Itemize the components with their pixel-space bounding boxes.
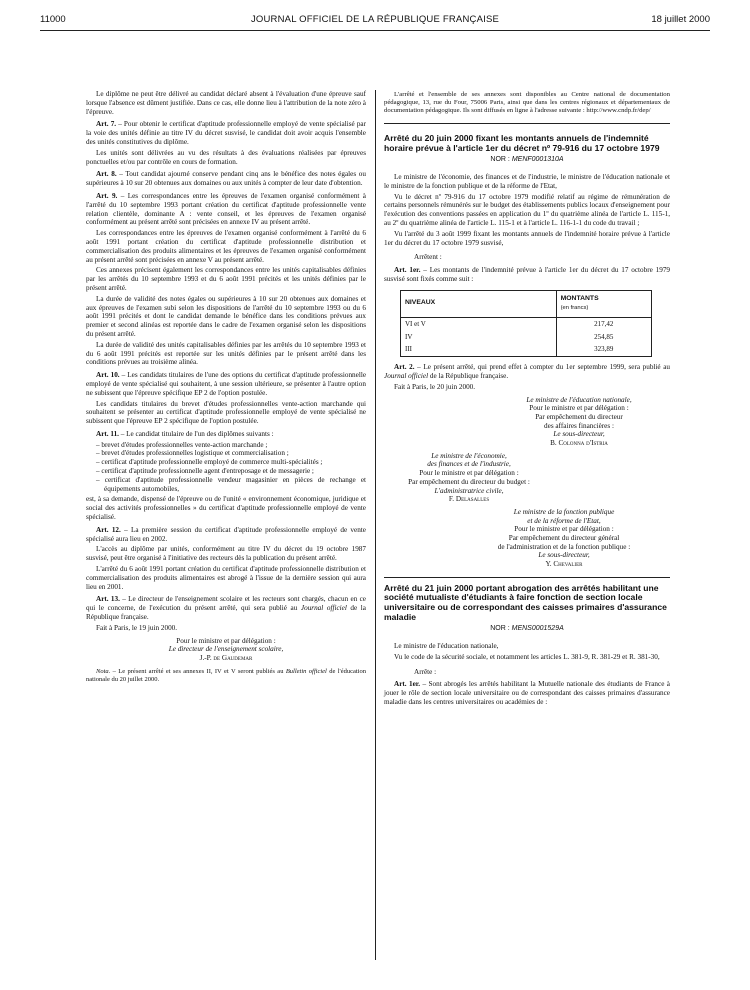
article-text: – Les candidats titulaires de l'une des options du certificat d'aptitude professionnelle employé de vente spécialisé qui souhaitent, à une session ultérieure, se présenter à l'autre option ne subissent que l'épreuve spécifique EP 2 de l'option postulée. bbox=[86, 371, 367, 397]
nota-text: – Le présent arrêté et ses annexes II, IV et V seront publiés au bbox=[110, 668, 286, 676]
article-11 bbox=[86, 430, 366, 439]
nor-code: MENS0001529A bbox=[511, 625, 564, 633]
paragraph: Les unités sont délivrées au vu des résultats à des évaluations réalisées par épreuves ponctuelles et/ou par contrôle en cours de formation. bbox=[86, 148, 366, 166]
article-label: Art. 10. bbox=[96, 371, 120, 380]
journal-title: JOURNAL OFFICIEL DE LA RÉPUBLIQUE FRANÇAISE bbox=[250, 14, 500, 25]
paragraph: Vu l'arrêté du 3 août 1999 fixant les montants annuels de l'indemnité horaire prévue à l'article 1er du décret du 17 octobre 1979 susvisé, bbox=[384, 229, 670, 247]
signature-line: Par empêchement du directeur général bbox=[508, 534, 620, 543]
signature-line: Le directeur de l'enseignement scolaire, bbox=[168, 645, 284, 654]
signature-line: et de la réforme de l'Etat, bbox=[527, 516, 601, 525]
paragraph: est, à sa demande, dispensé de l'épreuve ou de l'unité « environnement économique, juridique et social des activités professionnelles » du certificat d'aptitude professionnelle employé de vente spécialisé. bbox=[86, 495, 366, 522]
header-rule bbox=[40, 30, 710, 31]
section-rule bbox=[384, 577, 670, 578]
nor-reference bbox=[384, 625, 670, 634]
section-rule bbox=[384, 123, 670, 124]
nor-label: NOR : bbox=[490, 156, 512, 164]
article-7 bbox=[86, 120, 366, 146]
list-item: – brevet d'études professionnelles logistique et commercialisation ; bbox=[96, 449, 366, 458]
page-number: 11000 bbox=[40, 14, 66, 25]
date-line: Fait à Paris, le 19 juin 2000. bbox=[96, 623, 178, 632]
table-row bbox=[401, 343, 652, 356]
article-1 bbox=[384, 680, 670, 706]
list-item: – certificat d'aptitude professionnelle employé de commerce multi-spécialités ; bbox=[96, 458, 366, 467]
signature-line: Le ministre de la fonction publique bbox=[513, 507, 615, 516]
journal-ref: Journal officiel bbox=[300, 604, 347, 613]
signature-block bbox=[86, 637, 366, 663]
list-item: – certificat d'aptitude professionnelle agent d'entreposage et de messagerie ; bbox=[96, 467, 366, 476]
header-sublabel: (en francs) bbox=[560, 304, 589, 311]
date-line: Fait à Paris, le 20 juin 2000. bbox=[394, 382, 476, 391]
signatory-name: B. Colonna d'Istria bbox=[550, 439, 608, 448]
paragraph: Vu le décret nº 79-916 du 17 octobre 1979 modifié relatif au régime de rémunération de certains personnels rémunérés sur le budget des établissements publics locaux d'enseignement pour l'exécution des conventions passées en application du 1º du quatrième alinéa de l'article L. 115-1, au 2º du quatrième alinéa de l'article L. 115-1 et à l'article L. 116-1-1 du code du travail ; bbox=[384, 192, 670, 227]
page-header bbox=[40, 14, 710, 30]
paragraph: L'accès au diplôme par unités, conformément au titre IV du décret du 19 octobre 1987 susvisé, peut être organisé à l'initiative des recteurs dès la publication du présent arrêté. bbox=[86, 545, 366, 563]
decree-title: Arrêté du 20 juin 2000 fixant les montants annuels de l'indemnité horaire prévue à l'article 1er du décret nº 79-916 du 17 octobre 1979 bbox=[384, 133, 660, 153]
article-label: Art. 2. bbox=[394, 363, 415, 372]
nota bbox=[86, 668, 366, 684]
signature-line: de l'administration et de la fonction publique : bbox=[497, 542, 631, 551]
paragraph: La durée de validité des unités capitalisables définies par les arrêtés du 10 septembre 1993 et du 6 août 1991 précités est reportée sur les unités définies par le présent arrêté dans les conditions prévues au troisième alinéa. bbox=[86, 340, 366, 367]
article-label: Art. 13. bbox=[96, 595, 120, 604]
signature-line: Le ministre de l'éducation nationale, bbox=[526, 395, 632, 404]
amounts-table bbox=[400, 290, 652, 357]
paragraph: Les correspondances entre les épreuves de l'examen organisé conformément à l'arrêté du 6 août 1991 portant création du certificat d'aptitude professionnelle distribution et commercialisation des produits alimentaires et les épreuves de l'examen organisé conformément au présent arrêté sont précisées en annexe V au présent arrêté. bbox=[86, 229, 366, 264]
nota-label: Nota. bbox=[96, 668, 111, 676]
header-label: MONTANTS bbox=[560, 294, 599, 302]
signature-line: Le sous-directeur, bbox=[553, 430, 605, 439]
article-label: Art. 1er. bbox=[394, 266, 421, 275]
signatory-name: F. Delasalles bbox=[448, 495, 490, 504]
article-text: de la République française. bbox=[86, 604, 366, 622]
signature-line: Pour le ministre et par délégation : bbox=[529, 404, 629, 413]
signature-line: Le sous-directeur, bbox=[538, 551, 590, 560]
article-text: de la République française. bbox=[428, 371, 509, 380]
article-8 bbox=[86, 170, 366, 188]
article-text: – Les montants de l'indemnité prévue à l'article 1er du décret du 17 octobre 1979 susvisé sont fixés comme suit : bbox=[384, 266, 671, 283]
article-label: Art. 11. bbox=[96, 429, 119, 438]
signature-line: Par empêchement du directeur bbox=[535, 412, 623, 421]
table-row bbox=[401, 331, 652, 344]
article-label: Art. 12. bbox=[96, 525, 121, 534]
nor-reference bbox=[384, 156, 670, 165]
article-1 bbox=[384, 266, 670, 284]
table-cell: 254,85 bbox=[556, 331, 651, 344]
article-text: – Le directeur de l'enseignement scolaire et les recteurs sont chargés, chacun en ce qui le concerne, de l'exécution du présent arrêté, qui sera publié au bbox=[86, 595, 366, 613]
signature-line: Par empêchement du directeur du budget : bbox=[408, 477, 530, 486]
article-label: Art. 1er. bbox=[394, 680, 421, 689]
signature-line: Pour le ministre et par délégation : bbox=[176, 636, 276, 645]
table-cell: 217,42 bbox=[556, 317, 651, 330]
signature-line: des affaires financières : bbox=[544, 421, 614, 430]
article-text: – Le candidat titulaire de l'un des diplômes suivants : bbox=[118, 429, 274, 438]
paragraph: Le ministre de l'éducation nationale, bbox=[394, 642, 499, 651]
availability-note: L'arrêté et l'ensemble de ses annexes sont disponibles au Centre national de documentation pédagogique, 13, rue du Four, 75006 Paris, ainsi que dans les centres régionaux et départementaux de documentation pédagogique. Ils sont diffusés en ligne à l'adresse suivante : http://www.cndp.fr/dep/ bbox=[384, 91, 670, 114]
paragraph: Vu le code de la sécurité sociale, et notamment les articles L. 381-9, R. 381-29 et R. 381-30, bbox=[394, 652, 660, 661]
signature-line: Le ministre de l'économie, bbox=[431, 451, 507, 460]
diploma-list bbox=[86, 441, 366, 494]
decree-title: Arrêté du 21 juin 2000 portant abrogation des arrêtés habilitant une société mutualiste d'étudiants à faire fonction de section locale universitaire ou de correspondant des caisses primaires d'assurance maladie bbox=[384, 582, 667, 622]
paragraph: Ces annexes précisent également les correspondances entre les unités capitalisables définies par les arrêtés du 10 septembre 1993 et du 6 août 1991 précités et les unités définies par le présent arrêté. bbox=[86, 266, 366, 292]
article-text: – Les correspondances entre les épreuves de l'examen organisé conformément à l'arrêté du 10 septembre 1993 portant création du certificat d'aptitude professionnelle vente relation clientèle, dominante A : vente conseil, et les épreuves de l'examen organisé conformément au présent arrêté sont précisées en annexe IV au présent arrêté. bbox=[86, 191, 366, 227]
signature-block bbox=[464, 508, 664, 569]
article-text: – Sont abrogés les arrêtés habilitant la Mutuelle nationale des étudiants de France à jouer le rôle de section locale universitaire ou de correspondant des caisses primaires d'assurance maladie dans les centres universitaires ou académies de : bbox=[384, 680, 670, 707]
right-column bbox=[384, 91, 670, 709]
article-10 bbox=[86, 371, 366, 397]
table-cell: III bbox=[401, 343, 557, 356]
issue-date: 18 juillet 2000 bbox=[651, 14, 710, 25]
signature-line: des finances et de l'industrie, bbox=[427, 460, 511, 469]
bulletin-ref: Bulletin officiel bbox=[285, 668, 327, 676]
signatory-name: Y. Chevalier bbox=[545, 560, 583, 569]
signature-line: L'administratrice civile, bbox=[434, 486, 504, 495]
paragraph: Les candidats titulaires du brevet d'études professionnelles vente-action marchande qui souhaitent se présenter au certificat d'aptitude professionnelle employé de vente spécialisé ne subissent que l'épreuve EP 2 spécifique de l'option postulée. bbox=[86, 399, 366, 426]
signature-line: Pour le ministre et par délégation : bbox=[514, 525, 614, 534]
nor-label: NOR : bbox=[490, 625, 512, 633]
article-2 bbox=[384, 363, 670, 381]
journal-ref: Journal officiel bbox=[384, 371, 429, 380]
nor-code: MENF0001310A bbox=[511, 156, 564, 164]
article-label: Art. 9. bbox=[96, 191, 118, 200]
signature-line: Pour le ministre et par délégation : bbox=[419, 469, 519, 478]
article-text: – La première session du certificat d'aptitude professionnelle employé de vente spécialisé aura lieu en 2002. bbox=[86, 525, 366, 543]
table-row bbox=[401, 317, 652, 330]
article-label: Art. 8. bbox=[96, 170, 117, 179]
table-cell: VI et V bbox=[401, 317, 557, 330]
signature-block bbox=[494, 396, 664, 448]
column-rule bbox=[375, 90, 376, 960]
article-text: – Pour obtenir le certificat d'aptitude professionnelle employé de vente spécialisé par la voie des unités définie au titre IV du décret susvisé, le candidat doit avoir acquis l'ensemble des unités constitutives du diplôme. bbox=[86, 120, 366, 146]
signatory-name: J.-P. de Gaudemar bbox=[199, 653, 253, 662]
left-column bbox=[86, 90, 366, 686]
table-cell: IV bbox=[401, 331, 557, 344]
paragraph: La durée de validité des notes égales ou supérieures à 10 sur 20 obtenues aux domaines et aux épreuves de l'examen subi selon les dispositions de l'arrêté du 10 septembre 1993 ou du 6 août 1991 précités et dont le candidat demande le bénéfice dans les conditions prévues aux premier et second alinéas est reportée dans le cadre de l'examen organisé selon les dispositions du présent arrêté. bbox=[86, 294, 366, 338]
list-item: – certificat d'aptitude professionnelle vendeur magasinier en pièces de rechange et équipements automobiles, bbox=[96, 476, 366, 494]
list-item: – brevet d'études professionnelles vente-action marchande ; bbox=[96, 441, 366, 450]
arrete-heading: Arrête : bbox=[414, 667, 437, 676]
nota-text: de l'éducation nationale du 20 juillet 2000. bbox=[86, 668, 366, 684]
article-text: – Tout candidat ajourné conserve pendant cinq ans le bénéfice des notes égales ou supérieures à 10 sur 20 obtenues aux domaines ou aux unités à compter de leur date d'obtention. bbox=[86, 170, 366, 188]
paragraph: Le diplôme ne peut être délivré au candidat déclaré absent à l'évaluation d'une épreuve sauf lorsque l'absence est dûment justifiée. Dans ce cas, elle donne lieu à l'attribution de la note zéro à l'épreuve. bbox=[86, 90, 366, 116]
signature-block bbox=[384, 452, 554, 504]
paragraph: Le ministre de l'économie, des finances et de l'industrie, le ministre de l'éducation nationale et le ministre de la fonction publique et de la réforme de l'Etat, bbox=[384, 172, 670, 190]
column-header-niveaux: NIVEAUX bbox=[401, 290, 557, 317]
article-12 bbox=[86, 526, 366, 544]
article-9 bbox=[86, 192, 366, 227]
column-header-montants bbox=[556, 290, 651, 317]
table-header-row bbox=[401, 290, 652, 317]
table-cell: 323,89 bbox=[556, 343, 651, 356]
arrete-heading: Arrêtent : bbox=[414, 253, 442, 262]
article-text: – Le présent arrêté, qui prend effet à compter du 1er septembre 1999, sera publié au bbox=[414, 363, 671, 372]
article-label: Art. 7. bbox=[96, 120, 117, 129]
article-13 bbox=[86, 595, 366, 621]
paragraph: L'arrêté du 6 août 1991 portant création du certificat d'aptitude professionnelle distribution et commercialisation des produits alimentaires est abrogé à l'issue de la dernière session qui aura lieu en 2001. bbox=[86, 565, 366, 591]
